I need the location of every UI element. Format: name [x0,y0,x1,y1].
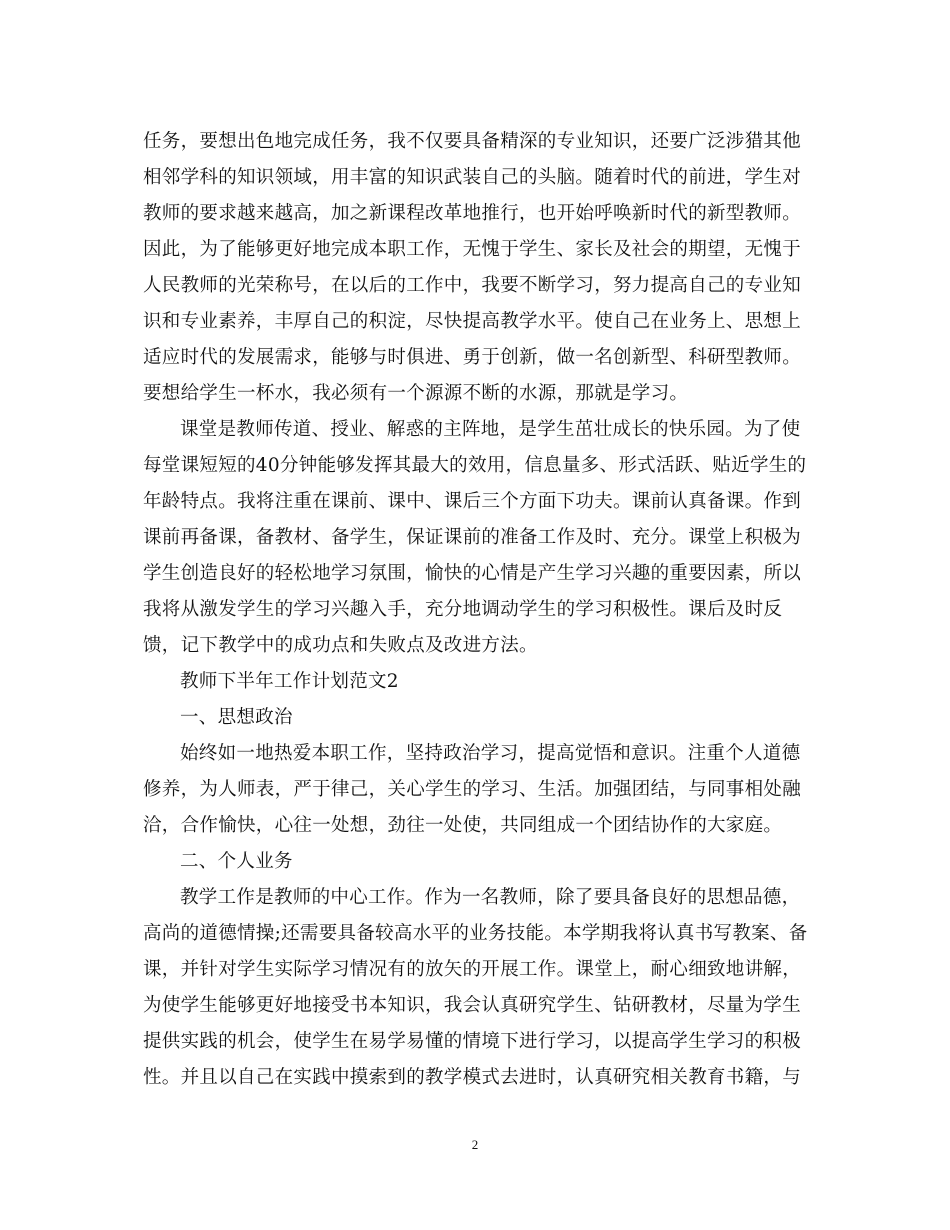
text-line: 教师的要求越来越高，加之新课程改革地推行，也开始呼唤新时代的新型教师。 [143,203,802,224]
text-line: 为使学生能够更好地接受书本知识，我会认真研究学生、钻研教材，尽量为学生 [143,995,802,1016]
text-line: 任务，要想出色地完成任务，我不仅要具备精深的专业知识，还要广泛涉猎其他 [143,131,802,152]
section-title: 教师下半年工作计划范文2 [180,671,399,692]
text-line: 相邻学科的知识领域，用丰富的知识武装自己的头脑。随着时代的前进，学生对 [143,167,802,188]
text-line: 要想给学生一杯水，我必须有一个源源不断的水源，那就是学习。 [143,383,689,404]
paragraph-start-line: 教学工作是教师的中心工作。作为一名教师，除了要具备良好的思想品德， [180,887,801,908]
text-line: 我将从激发学生的学习兴趣入手，充分地调动学生的学习积极性。课后及时反 [143,599,783,620]
text-line: 提供实践的机会，使学生在易学易懂的情境下进行学习，以提高学生学习的积极 [143,1031,802,1052]
text-line: 每堂课短短的40分钟能够发挥其最大的效用，信息量多、形式活跃、贴近学生的 [143,455,807,476]
section-heading: 一、思想政治 [180,707,293,728]
text-line: 人民教师的光荣称号，在以后的工作中，我要不断学习，努力提高自己的专业知 [143,275,802,296]
paragraph-start-line: 课堂是教师传道、授业、解惑的主阵地，是学生茁壮成长的快乐园。为了使 [180,419,801,440]
text-line: 修养，为人师表，严于律己，关心学生的学习、生活。加强团结，与同事相处融 [143,779,802,800]
text-line: 学生创造良好的轻松地学习氛围，愉快的心情是产生学习兴趣的重要因素，所以 [143,563,802,584]
section-heading: 二、个人业务 [180,851,293,872]
text-line: 洽，合作愉快，心往一处想，劲往一处使，共同组成一个团结协作的大家庭。 [143,815,783,836]
text-line: 适应时代的发展需求，能够与时俱进、勇于创新，做一名创新型、科研型教师。 [143,347,802,368]
paragraph-start-line: 始终如一地热爱本职工作，坚持政治学习，提高觉悟和意识。注重个人道德 [180,743,801,764]
document-body [143,124,808,1096]
text-line: 年龄特点。我将注重在课前、课中、课后三个方面下功夫。课前认真备课。作到 [143,491,802,512]
text-line: 性。并且以自己在实践中摸索到的教学模式去进时，认真研究相关教育书籍，与 [143,1067,802,1088]
text-line: 因此，为了能够更好地完成本职工作，无愧于学生、家长及社会的期望，无愧于 [143,239,802,260]
text-line: 课前再备课，备教材、备学生，保证课前的准备工作及时、充分。课堂上积极为 [143,527,802,548]
text-line: 馈，记下教学中的成功点和失败点及改进方法。 [143,635,538,656]
text-line: 课，并针对学生实际学习情况有的放矢的开展工作。课堂上，耐心细致地讲解， [143,959,802,980]
page-number: 2 [471,1137,479,1152]
text-line: 高尚的道德情操;还需要具备较高水平的业务技能。本学期我将认真书写教案、备 [143,923,808,944]
text-line: 识和专业素养，丰厚自己的积淀，尽快提高教学水平。使自己在业务上、思想上 [143,311,802,332]
